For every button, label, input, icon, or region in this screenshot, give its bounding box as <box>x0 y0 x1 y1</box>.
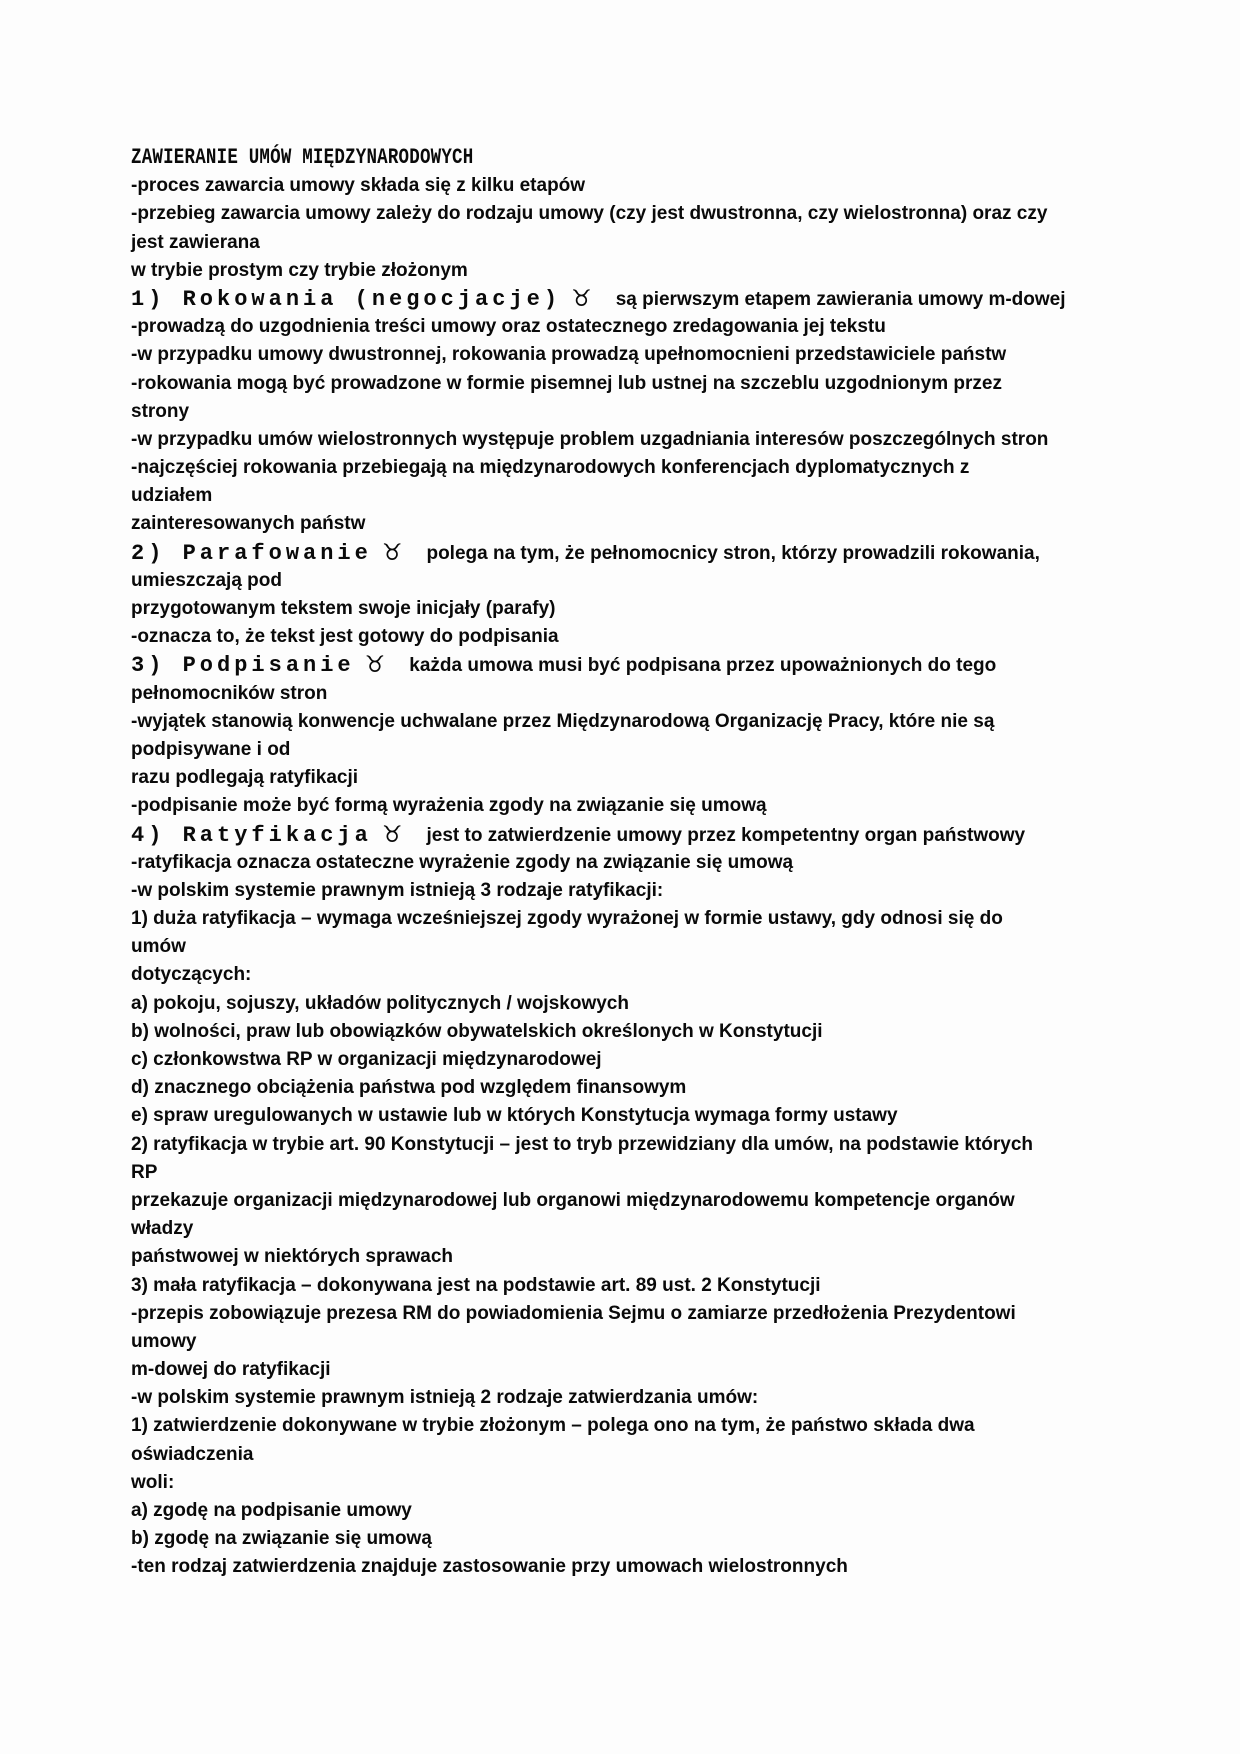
text-line: -w polskim systemie prawnym istnieją 2 rodzaje zatwierdzania umów: <box>131 1387 759 1409</box>
text-line: 2) ratyfikacja w trybie art. 90 Konstytucji – jest to tryb przewidziany dla umów, na podstawie których <box>131 1133 1034 1155</box>
text-line: -wyjątek stanowią konwencje uchwalane przez Międzynarodową Organizację Pracy, które nie są <box>131 710 995 732</box>
heading-label: 4) Ratyfikacja <box>131 822 372 848</box>
text-line: umów <box>131 936 186 958</box>
text-line: 3) mała ratyfikacja – dokonywana jest na podstawie art. 89 ust. 2 Konstytucji <box>131 1274 821 1296</box>
text-line: b) zgodę na związanie się umową <box>131 1528 432 1550</box>
document-body <box>131 172 1171 1581</box>
heading-text: jest to zatwierdzenie umowy przez kompetentny organ państwowy <box>426 824 1026 846</box>
text-line: -przepis zobowiązuje prezesa RM do powiadomienia Sejmu o zamiarze przedłożenia Prezydentowi <box>131 1302 1016 1324</box>
heading-label: 3) Podpisanie <box>131 653 355 679</box>
taurus-symbol-icon: ♉ <box>364 652 386 679</box>
text-line: -w przypadku umowy dwustronnej, rokowania prowadzą upełnomocnieni przedstawiciele państw <box>131 344 1007 366</box>
taurus-symbol-icon: ♉ <box>381 821 403 848</box>
text-line: -w polskim systemie prawnym istnieją 3 rodzaje ratyfikacji: <box>131 879 664 901</box>
text-line: a) pokoju, sojuszy, układów politycznych / wojskowych <box>131 992 629 1014</box>
text-line: 1) zatwierdzenie dokonywane w trybie złożonym – polega ono na tym, że państwo składa dwa <box>131 1415 975 1437</box>
text-line: strony <box>131 400 190 422</box>
text-line: -prowadzą do uzgodnienia treści umowy oraz ostatecznego zredagowania jej tekstu <box>131 316 886 338</box>
text-line: m-dowej do ratyfikacji <box>131 1359 331 1381</box>
heading-label: 2) Parafowanie <box>131 540 372 566</box>
text-line: -najczęściej rokowania przebiegają na międzynarodowych konferencjach dyplomatycznych z <box>131 457 970 479</box>
text-line: a) zgodę na podpisanie umowy <box>131 1500 412 1521</box>
text-line: przekazuje organizacji międzynarodowej lub organowi międzynarodowemu kompetencje organów <box>131 1189 1015 1211</box>
text-line: -proces zawarcia umowy składa się z kilku etapów <box>131 175 586 197</box>
text-line: d) znacznego obciążenia państwa pod względem finansowym <box>131 1077 687 1099</box>
text-line: -przebieg zawarcia umowy zależy do rodzaju umowy (czy jest dwustronna, czy wielostronna) oraz czy <box>131 203 1048 225</box>
text-line: razu podlegają ratyfikacji <box>131 767 359 789</box>
text-line: -oznacza to, że tekst jest gotowy do podpisania <box>131 626 559 648</box>
text-line: 1) duża ratyfikacja – wymaga wcześniejszej zgody wyrażonej w formie ustawy, gdy odnosi się do <box>131 908 1003 930</box>
taurus-symbol-icon: ♉ <box>381 539 403 566</box>
document-title: ZAWIERANIE UMÓW MIĘDZYNARODOWYCH <box>131 145 474 171</box>
section-heading <box>131 285 1171 313</box>
text-line: umieszczają pod <box>131 569 282 591</box>
section-heading <box>131 651 1171 679</box>
text-line: -ten rodzaj zatwierdzenia znajduje zastosowanie przy umowach wielostronnych <box>131 1556 848 1578</box>
section-heading <box>131 539 1171 567</box>
text-line: oświadczenia <box>131 1443 254 1465</box>
taurus-symbol-icon: ♉ <box>571 285 592 312</box>
text-line: w trybie prostym czy trybie złożonym <box>131 259 468 281</box>
text-line: -w przypadku umów wielostronnych występuje problem uzgadniania interesów poszczególnych stron <box>131 428 1049 450</box>
document-page <box>131 144 1171 1582</box>
heading-text: każda umowa musi być podpisana przez upoważnionych do tego <box>409 655 997 677</box>
text-line: -podpisanie może być formą wyrażenia zgody na związanie się umową <box>131 795 767 817</box>
text-line: przygotowanym tekstem swoje inicjały (parafy) <box>131 598 556 619</box>
text-line: umowy <box>131 1330 197 1352</box>
text-line: podpisywane i od <box>131 738 291 760</box>
text-line: udziałem <box>131 485 213 507</box>
text-line: dotyczących: <box>131 964 252 986</box>
text-line: e) spraw uregulowanych w ustawie lub w których Konstytucja wymaga formy ustawy <box>131 1105 898 1127</box>
heading-label: 1) Rokowania (negocjacje) <box>131 286 562 312</box>
text-line: jest zawierana <box>131 231 260 253</box>
text-line: c) członkowstwa RP w organizacji międzynarodowej <box>131 1049 602 1070</box>
text-line: władzy <box>131 1218 194 1240</box>
text-line: pełnomocników stron <box>131 682 328 704</box>
text-line: państwowej w niektórych sprawach <box>131 1246 454 1268</box>
text-line: zainteresowanych państw <box>131 513 366 535</box>
heading-text: są pierwszym etapem zawierania umowy m-dowej <box>615 288 1066 310</box>
text-line: -rokowania mogą być prowadzone w formie pisemnej lub ustnej na szczeblu uzgodnionym przez <box>131 372 1002 394</box>
section-heading <box>131 821 1171 849</box>
text-line: b) wolności, praw lub obowiązków obywatelskich określonych w Konstytucji <box>131 1020 823 1042</box>
heading-text: polega na tym, że pełnomocnicy stron, którzy prowadzili rokowania, <box>426 542 1040 564</box>
text-line: woli: <box>131 1471 175 1493</box>
text-line: RP <box>131 1161 158 1183</box>
text-line: -ratyfikacja oznacza ostateczne wyrażenie zgody na związanie się umową <box>131 851 794 873</box>
